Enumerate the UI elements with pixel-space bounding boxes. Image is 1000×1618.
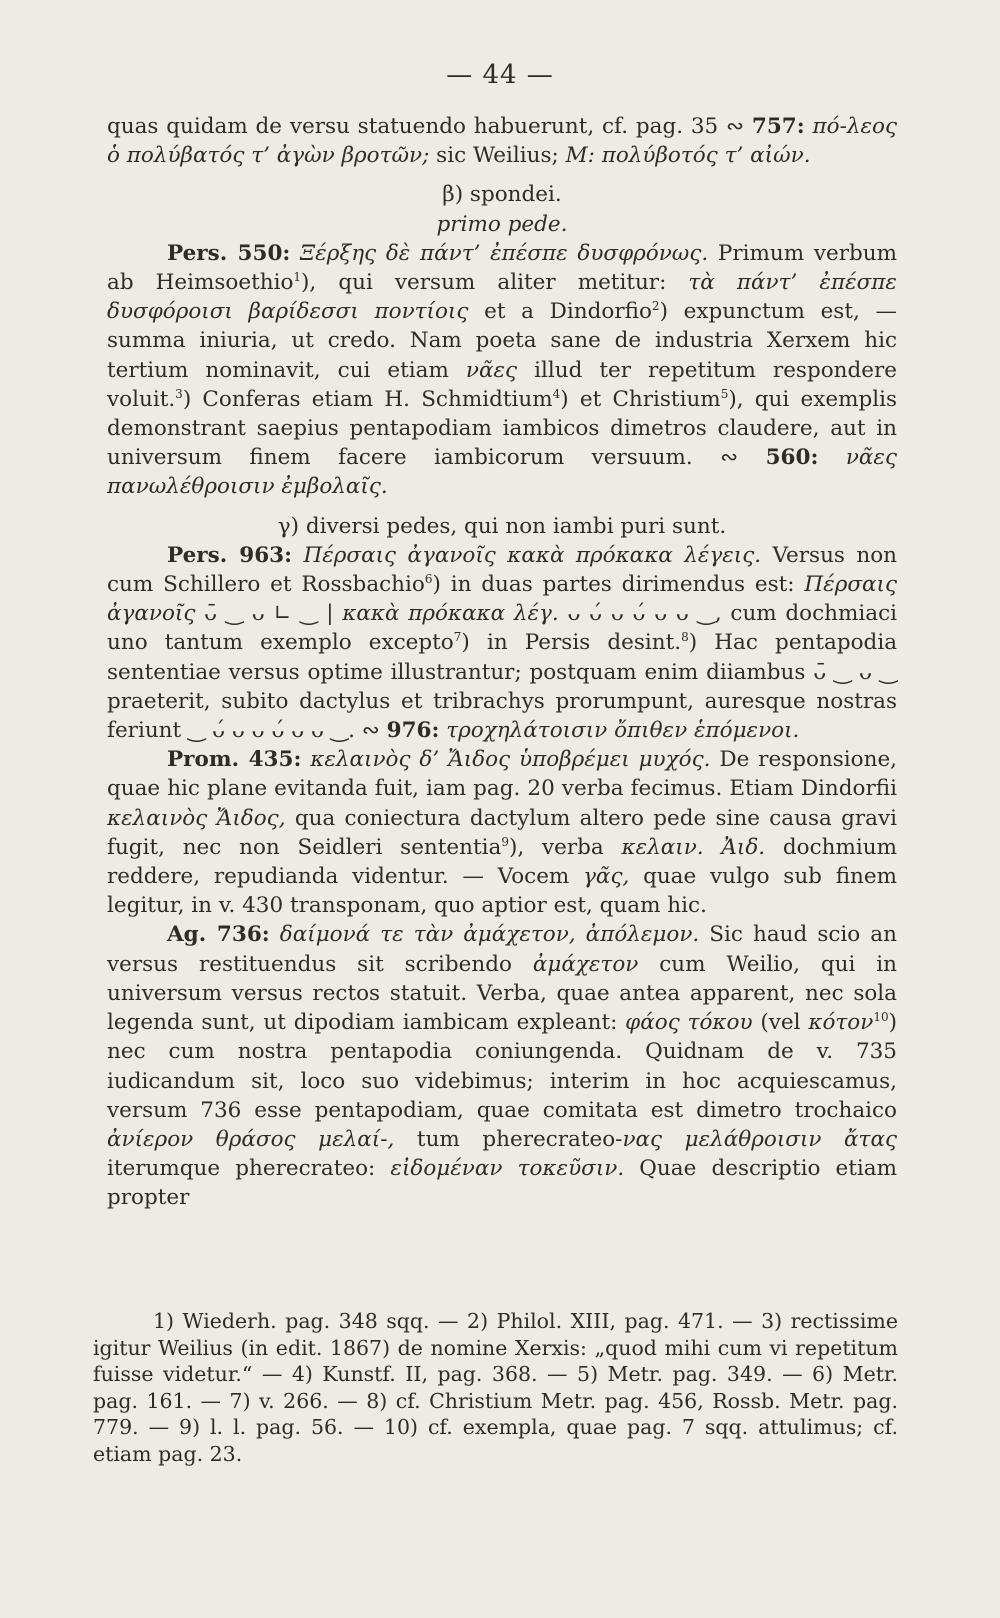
verse-reference: Ag. 736:	[167, 922, 270, 948]
text-run: quas quidam de versu statuendo habuerunt, cf. pag. 35 ∾	[107, 114, 752, 139]
subsection-heading-primo-pede: primo pede.	[436, 211, 568, 237]
greek-text: νᾶες πανωλέθροισιν ἐμβολαῖς.	[107, 445, 897, 500]
main-text	[107, 112, 897, 1213]
greek-text: νας μελάθροισιν ἄτας	[622, 1126, 898, 1152]
footnote-ref: 6	[424, 571, 433, 586]
greek-text: γᾶς,	[583, 864, 630, 890]
text-run: ) expunctum est, — summa iniuria, ut credo. Nam poeta sane de industria Xerxem hic tertium nominavit, cui etiam	[107, 299, 898, 383]
text-run: ∾	[354, 718, 387, 744]
text-run: ) nec cum nostra pentapodia coniungenda. Quidnam de v. 735 iudicandum sit, loco suo videbimus; interim in hoc acquiescamus, versum 736 esse pentapodiam, quae comitata est dimetro trochaico	[107, 1010, 897, 1123]
greek-text: Ξέρξης δὲ πάντ’ ἐπέσπε δυσφρόνως.	[290, 240, 709, 266]
text-run: dochmium reddere, repudianda videntur. — Vocem	[107, 834, 898, 890]
text-run: Primum verbum ab Heimsoethio	[107, 240, 897, 296]
text-run: qua coniectura dactylum altero pede sine causa gravi fugit, nec non Seidleri sententia	[107, 805, 897, 860]
metrical-scheme: ᴗ̄ ‿ ᴗ ∟ ‿ |	[195, 601, 343, 627]
footnotes	[93, 1308, 898, 1467]
paragraph-pers-963	[107, 541, 897, 745]
verse-reference: Pers. 963:	[167, 542, 293, 568]
metrical-scheme: ‿ ᴗ́ ᴗ ᴗ ᴗ́ ᴗ ᴗ ‿.	[188, 718, 355, 744]
greek-text: πολύβοτός τ’ αἰών.	[594, 143, 811, 169]
text-run: tum pherecrateo-	[394, 1126, 623, 1152]
footnote-ref: 5	[720, 386, 729, 401]
greek-text: κελαινὸς Ἄιδος,	[107, 805, 286, 831]
greek-text: κελαινὸς δ’ Ἄιδος ὑποβρέμει μυχός.	[301, 747, 711, 773]
greek-text: κακὰ πρόκακα λέγ.	[342, 601, 559, 627]
greek-text: Πέρσαις ἀγανοῖς κακὰ πρόκακα λέγεις.	[292, 542, 762, 568]
text-run: et a Dindorfio	[468, 299, 652, 325]
verse-reference: Pers. 550:	[167, 240, 291, 266]
verse-number: 976:	[386, 718, 440, 744]
greek-text: κελαιν. Ἀιδ.	[621, 834, 766, 860]
footnote-ref: 10	[873, 1009, 889, 1024]
text-run: ) in duas partes dirimendus est:	[432, 572, 805, 598]
text-run: ) in Persis desint.	[461, 630, 682, 656]
paragraph-intro	[107, 112, 897, 170]
text-run: ), verba	[508, 834, 622, 860]
greek-text: δαίμονά τε τὰν ἀμάχετον, ἀπόλεμον.	[269, 922, 700, 948]
text-run: ), qui versum aliter metitur:	[301, 270, 689, 296]
greek-text: φάος τόκου	[625, 1010, 753, 1036]
text-run: sic Weilius;	[429, 143, 566, 169]
section-heading-gamma: γ) diversi pedes, qui non iambi puri sunt.	[277, 513, 727, 539]
text-run: cum dochmiaci uno tantum exemplo excepto	[107, 601, 898, 656]
text-run: Versus non cum Schillero et Rossbachio	[107, 542, 897, 598]
paragraph-ag-736	[107, 920, 897, 1212]
text-run: illud ter repetitum respondere voluit.	[107, 357, 897, 412]
footnote-ref: 9	[501, 834, 509, 849]
text-run: ), qui exemplis demonstrant saepius pentapodiam iambicos dimetros claudere, aut in universum finem facere iambicorum versuum. ∾	[107, 386, 898, 471]
greek-text: λεος ὁ πολύβατός τ’ ἀγὼν βροτῶν;	[107, 114, 897, 169]
text-run: ) Conferas etiam H. Schmidtium	[182, 386, 553, 412]
greek-text: τὰ πάντ’ ἐπέσπε δυσφόροισι βαρίδεσσι ποντίοις	[107, 270, 897, 325]
footnote-ref: 4	[552, 386, 561, 401]
text-run: ) et Christium	[560, 386, 721, 412]
greek-text: ἀνίερον θράσος μελαί-,	[107, 1126, 395, 1152]
footnote-ref: 2	[651, 299, 660, 314]
greek-text: πό-	[804, 114, 847, 139]
metrical-scheme: ᴗ ᴗ́ ᴗ ᴗ́ ᴗ ᴗ ‿,	[558, 601, 722, 627]
metrical-scheme: ᴗ̄ ‿ ᴗ ‿	[813, 659, 898, 685]
greek-text: εἰδομέναν τοκεῦσιν.	[390, 1156, 625, 1182]
text-run: (vel	[752, 1010, 809, 1036]
greek-text: τροχηλάτοισιν ὄπιθεν ἑπόμενοι.	[439, 718, 800, 744]
paragraph-pers-550	[107, 239, 897, 502]
text-run: Sic haud scio an versus restituendus sit scribendo	[107, 922, 897, 977]
greek-text: Πέρσαις ἀγανοῖς	[107, 572, 897, 627]
verse-number: 757:	[751, 114, 805, 139]
verse-reference: Prom. 435:	[167, 747, 302, 773]
verse-number: 560:	[765, 445, 819, 471]
paragraph-prom-435	[107, 745, 897, 920]
text-run: quae vulgo sub finem legitur, in v. 430 transponam, quo aptior est, quam hic.	[107, 864, 897, 919]
text-run: ) Hac pentapodia sententiae versus optime illustrantur; postquam enim diiambus	[107, 630, 898, 685]
section-heading-beta: β) spondei.	[442, 182, 562, 208]
text-run: De responsione, quae hic plane evitanda fuit, iam pag. 20 verba fecimus. Etiam Dindorfii	[107, 747, 898, 802]
footnote-block: 1) Wiederh. pag. 348 sqq. — 2) Philol. XIII, pag. 471. — 3) rectissime igitur Weilius (in edit. 1867) de nomine Xerxis: „quod mihi cum vi repetitum fuisse videtur.“ — 4) Kunstf. II, pag. 368. — 5) Metr. pag. 349. — 6) Metr. pag. 161. — 7) v. 266. — 8) cf. Christium Metr. pag. 456, Rossb. Metr. pag. 779. — 9) l. l. pag. 56. — 10) cf. exempla, quae pag. 7 sqq. attulimus; cf. etiam pag. 23.	[93, 1309, 898, 1466]
text-run: praeterit, subito dactylus et tribrachys prorumpunt, auresque nostras feriunt	[107, 688, 897, 744]
greek-text: ἀμάχετον	[532, 951, 639, 977]
text-run: iterumque pherecrateo:	[107, 1156, 391, 1182]
footnote-ref: 3	[175, 386, 183, 401]
footnote-ref: 7	[453, 630, 462, 645]
footnote-ref: 1	[293, 269, 302, 284]
greek-text: κότον	[808, 1010, 874, 1036]
text-run: Quae descriptio etiam propter	[107, 1156, 898, 1211]
page-number: — 44 —	[446, 60, 554, 90]
footnote-ref: 8	[681, 630, 689, 645]
siglum: M:	[565, 143, 595, 169]
greek-text: νᾶες	[465, 357, 518, 383]
text-run: cum Weilio, qui in universum versus rectos statuit. Verba, quae antea apparent, nec sola legenda sunt, ut dipodiam iambicam expleant:	[107, 951, 897, 1036]
